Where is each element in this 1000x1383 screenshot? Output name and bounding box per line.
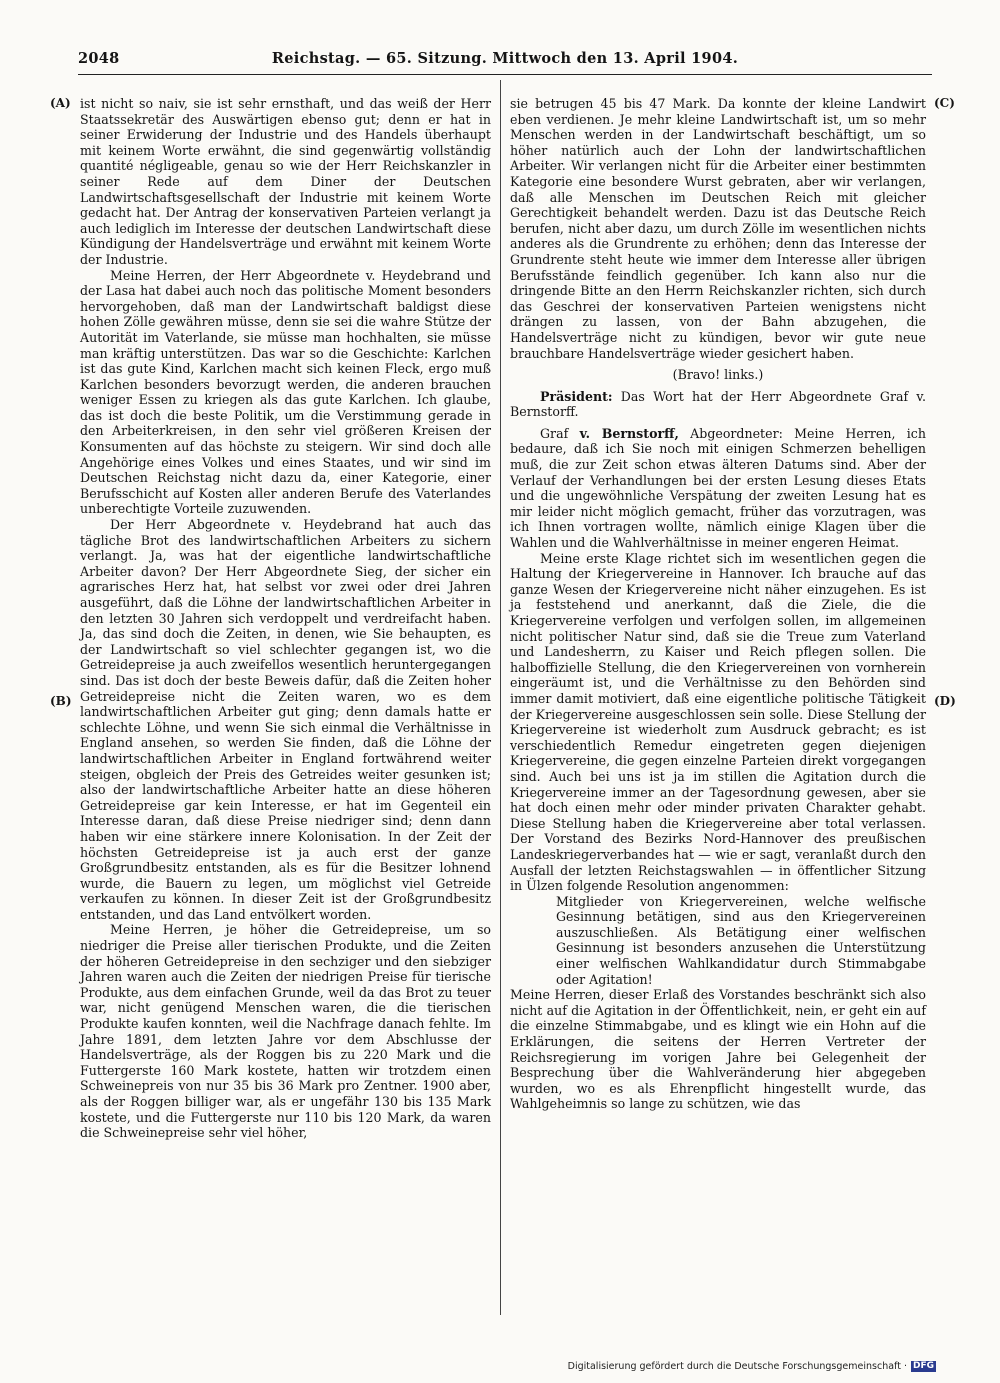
president-label: Präsident: [540, 388, 613, 404]
speaker-statement [510, 426, 926, 551]
applause-note: (Bravo! links.) [672, 367, 764, 383]
speaker-prefix: Graf [540, 425, 569, 441]
dfg-logo: DFG [912, 1361, 934, 1371]
speaker-text: Abgeordneter: Meine Herren, ich bedaure, daß ich Sie noch mit einigen Schmerzen behelligen muß, die zur Zeit schon etwas älteren Datums sind. Aber der Verlauf der Verhandlungen bei der ersten Lesung dieses Etats und die ungewöhnliche Verspätung der zweiten Lesung hat es mir leider nicht möglich gemacht, früher das vorzutragen, was ich Ihnen vortragen wollte, nämlich einige Klagen über die Wahlen und die Wahlverhältnisse in meiner engeren Heimat. [510, 425, 926, 551]
page-number: 2048 [78, 50, 120, 67]
page-header [78, 48, 932, 75]
column-divider [500, 80, 501, 1315]
footer-credit [568, 1361, 936, 1372]
margin-marker-c: (C) [934, 96, 955, 110]
paragraph: Meine erste Klage richtet sich im wesentlichen gegen die Haltung der Kriegervereine in Hannover. Ich brauche auf das ganze Wesen der Kriegervereine nicht näher einzugehen. Es ist ja feststehend und anerkannt, daß die Ziele, die die Kriegervereine verfolgen und verfolgen sollen, im allgemeinen nicht politischer Natur sind, daß sie die Treue zum Vaterland und Landesherrn, zu Kaiser und Reich pflegen sollen. Die halboffizielle Stellung, die den Kriegervereinen von vornherein eingeräumt ist, und die Verhältnisse zu den Behörden sind immer damit motiviert, daß eine eigentliche politische Tätigkeit der Kriegervereine ausgeschlossen sein solle. Diese Stellung der Kriegervereine ist wiederholt zum Ausdruck gebracht; es ist verschiedentlich Remedur eingetreten gegen diejenigen Kriegervereine, die gegen einzelne Parteien direkt vorgegangen sind. Auch bei uns ist ja im stillen die Agitation durch die Kriegervereine immer an der Tagesordnung gewesen, aber sie hat doch einen mehr oder minder privaten Charakter gehabt. Diese Stellung haben die Kriegervereine aber total verlassen. Der Vorstand des Bezirks Nord-Hannover des preußischen Landeskriegerverbandes hat — wie er sagt, veranlaßt durch den Ausfall der letzten Reichstagswahlen — in öffentlicher Sitzung in Ülzen folgende Resolution angenommen: [510, 550, 926, 894]
footer-credit-text: Digitalisierung gefördert durch die Deutsche Forschungsgemeinschaft · [567, 1361, 907, 1372]
paragraph: Meine Herren, je höher die Getreidepreise, um so niedriger die Preise aller tierischen Produkte, und die Zeiten der höheren Getreidepreise in den sechziger und den siebziger Jahren waren auch die Zeiten der niedrigen Preise für tierische Produkte, aus dem einfachen Grunde, weil da das Brot zu teuer war, nicht genügend Menschen waren, die die tierischen Produkte kaufen konnten, weil die Nachfrage danach fehlte. Im Jahre 1891, dem letzten Jahre vor dem Abschlusse der Handelsverträge, als der Roggen bis zu 220 Mark und die Futtergerste 160 Mark kostete, hatten wir trotzdem einen Schweinepreis von nur 35 bis 36 Mark pro Zentner. 1900 aber, als der Roggen billiger war, als er ungefähr 130 bis 135 Mark kostete, und die Futtergerste nur 110 bis 120 Mark, da waren die Schweinepreise sehr viel höher, [80, 922, 491, 1141]
paragraph: Meine Herren, der Herr Abgeordnete v. Heydebrand und der Lasa hat dabei auch noch das politische Moment besonders hervorgehoben, daß man der Landwirtschaft baldigst diese hohen Zölle gewähren müsse, denn sie sei die wahre Stütze der Autorität im Vaterlande, sie müsse man hochhalten, sie müsse man kräftig unterstützen. Das war so die Geschichte: Karlchen ist das gute Kind, Karlchen macht sich keinen Fleck, ergo muß Karlchen besonders bevorzugt werden, die anderen brauchen weniger Essen zu kriegen als das gute Karlchen. Ich glaube, das ist doch die beste Politik, um die Verstimmung gerade in den Arbeiterkreisen, in den sehr viel größeren Kreisen der Konsumenten auf das höchste zu steigern. Wir sind doch alle Angehörige eines Volkes und eines Staates, und wir sind im Deutschen Reichstag nicht dazu da, einer Kategorie, einer Berufsschicht auf Kosten aller anderen Berufe des Vaterlandes unberechtigte Vorteile zuzuwenden. [80, 267, 491, 517]
resolution-quote: Mitglieder von Kriegervereinen, welche welfische Gesinnung betätigen, sind aus den Kriegervereinen auszuschließen. Als Betätigung einer welfischen Gesinnung ist besonders anzusehen die Unterstützung einer welfischen Wahlkandidatur durch Stimmabgabe oder Agitation! [556, 893, 926, 987]
page-title: Reichstag. — 65. Sitzung. Mittwoch den 13. April 1904. [271, 50, 739, 67]
speaker-name: v. Bernstorff, [579, 425, 679, 441]
margin-marker-b: (B) [50, 694, 72, 708]
paragraph: Meine Herren, dieser Erlaß des Vorstandes beschränkt sich also nicht auf die Agitation in der Öffentlichkeit, nein, er geht ein auf die einzelne Stimmabgabe, und es klingt wie ein Hohn auf die Erklärungen, die seitens der Herren Vertreter der Reichsregierung im vorigen Jahre bei Gelegenheit der Besprechung über die Wahlveränderung hier abgegeben wurden, wo es als Ehrenpflicht hingestellt wurde, das Wahlgeheimnis so lange zu schützen, wie das [510, 987, 926, 1112]
margin-marker-d: (D) [934, 694, 956, 708]
margin-marker-a: (A) [50, 96, 71, 110]
president-statement [510, 389, 926, 420]
paragraph: ist nicht so naiv, sie ist sehr ernsthaft, und das weiß der Herr Staatssekretär des Auswärtigen ebenso gut; denn er hat in seiner Erwiderung der Industrie und des Handels überhaupt mit keinem Worte erwähnt, die sind gegenwärtig vollständig quantité négligeable, genau so wie der Herr Reichskanzler in seiner Rede auf dem Diner der Deutschen Landwirtschaftsgesellschaft der Industrie mit keinem Worte gedacht hat. Der Antrag der konservativen Parteien verlangt ja auch lediglich im Interesse der deutschen Landwirtschaft diese Kündigung der Handelsverträge und erwähnt mit keinem Worte der Industrie. [80, 96, 491, 267]
paragraph: Der Herr Abgeordnete v. Heydebrand hat auch das tägliche Brot des landwirtschaftlichen Arbeiters zu sichern verlangt. Ja, was hat der eigentliche landwirtschaftliche Arbeiter davon? Der Herr Abgeordnete Sieg, der sicher ein agrarisches Herz hat, hat selbst vor zwei oder drei Jahren ausgeführt, daß die Löhne der landwirtschaftlichen Arbeiter in den letzten 30 Jahren sich verdoppelt und verdreifacht haben. Ja, das sind doch die Zeiten, in denen, wie Sie behaupten, es der Landwirtschaft so viel schlechter gegangen ist, wo die Getreidepreise ja auch zweifellos wesentlich heruntergegangen sind. Das ist doch der beste Beweis dafür, daß die Zeiten hoher Getreidepreise nicht die Zeiten waren, wo es dem landwirtschaftlichen Arbeiter gut ging; denn damals hatte er schlechte Löhne, und wenn Sie sich einmal die Verhältnisse in England ansehen, so werden Sie finden, daß die Löhne der landwirtschaftlichen Arbeiter in England fortwährend weiter steigen, obgleich der Preis des Getreides weiter gesunken ist; also der landwirtschaftliche Arbeiter hatte an diese höheren Getreidepreise gar kein Interesse, er hat im Gegenteil ein Interesse daran, daß diese Preise niedriger sind; denn dann haben wir eine stärkere innere Kolonisation. In der Zeit der höchsten Getreidepreise ist ja auch erst der ganze Großgrundbesitz entstanden, als es für die Besitzer lohnend wurde, die Bauern zu legen, um möglichst viel Getreide verkaufen zu können. In dieser Zeit ist der Großgrundbesitz entstanden, und das Land entvölkert worden. [80, 517, 491, 922]
president-text: Das Wort hat der Herr Abgeordnete Graf v. Bernstorff. [510, 388, 926, 420]
paragraph: sie betrugen 45 bis 47 Mark. Da konnte der kleine Landwirt eben verdienen. Je mehr kleine Landwirtschaft ist, um so mehr Menschen werden in der Landwirtschaft beschäftigt, um so höher natürlich auch der Lohn der landwirtschaftlichen Arbeiter. Wir verlangen nicht für die Arbeiter einer bestimmten Kategorie eine besondere Wurst gebraten, aber wir verlangen, daß alle Menschen im Deutschen Reich mit gleicher Gerechtigkeit behandelt werden. Dazu ist das Deutsche Reich berufen, nicht aber dazu, um durch Zölle im wesentlichen nichts anderes als die Grundrente zu erhöhen; denn das Interesse der Grundrente steht heute wie immer dem Interesse aller übrigen Berufsstände feindlich gegenüber. Ich kann also nur die dringende Bitte an den Herrn Reichskanzler richten, sich durch das Geschrei der konservativen Parteien wenigstens nicht drängen zu lassen, von der Bahn abzugehen, die Handelsverträge nicht zu kündigen, bevor wir gute neue brauchbare Handelsverträge wieder gesichert haben. [510, 96, 926, 361]
left-column [80, 96, 491, 1141]
right-column [510, 96, 926, 1112]
